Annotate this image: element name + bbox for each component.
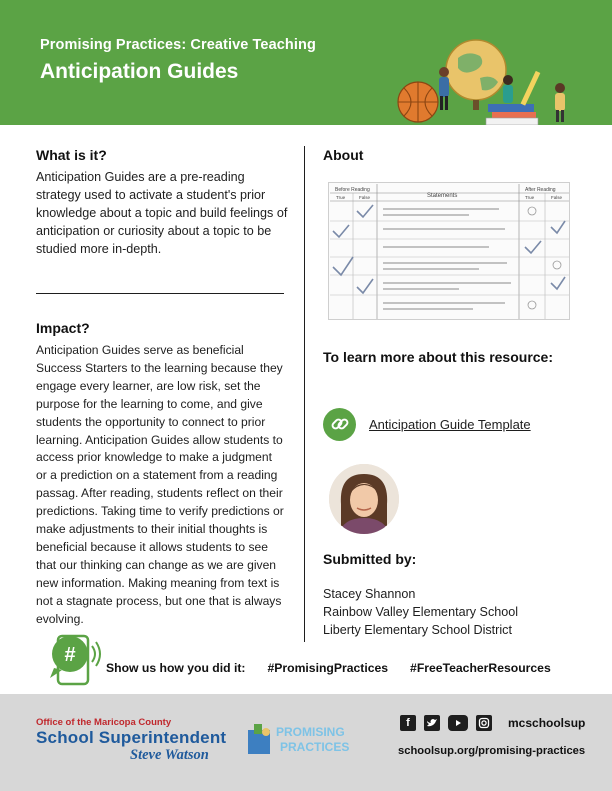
what-is-it-text: Anticipation Guides are a pre-reading strategy used to activate a student's prior knowledge about a topic and build feelings of anticipation or curiosity about a topic to be studied more in-depth.	[36, 170, 288, 256]
submitter-name: Stacey Shannon	[323, 587, 416, 601]
section-divider	[36, 293, 284, 294]
submitter-photo	[329, 464, 399, 534]
guide-statements-header: Statements	[427, 193, 458, 199]
header-banner	[0, 0, 612, 125]
guide-before-header: Before Reading	[335, 187, 370, 193]
impact-text: Anticipation Guides serve as beneficial Success Starters to the learning because they engage every learner, are low risk, set the purpose for the learning to come, and give students the opportunity to connect to prior learning. Anticipation Guides allow students to access prior knowledge to make a judgment or a prediction on a statement from a reading passag. After reading, students reflect on their predictions. Taking time to verify predictions or make adjustments to their initial thoughts is beneficial because it allows students to see that our thinking can change as we are given new information. Making meaning from text is not a stagnate process, but one that is always evolving.	[36, 343, 284, 626]
footer	[0, 694, 612, 791]
submitted-by-heading: Submitted by:	[323, 551, 417, 567]
submitter-school: Rainbow Valley Elementary School	[323, 605, 519, 619]
social-handle: mcschoolsup	[508, 716, 586, 730]
guide-true-label-after: True	[525, 195, 535, 200]
youtube-icon[interactable]	[448, 715, 468, 731]
hashtag-free-teacher-resources: #FreeTeacherResources	[410, 661, 551, 675]
office-line: Office of the Maricopa County	[36, 717, 172, 728]
about-heading: About	[323, 147, 364, 163]
superintendent-name: Steve Watson	[130, 747, 209, 763]
template-link-row[interactable]	[323, 407, 531, 441]
guide-false-label-after: False	[551, 195, 563, 200]
what-is-it-heading: What is it?	[36, 147, 107, 163]
share-row	[106, 661, 551, 675]
hashtag-promising-practices: #PromisingPractices	[267, 661, 389, 675]
anticipation-guide-sample-image	[328, 182, 570, 320]
pp-logo-line1: PROMISING	[276, 725, 345, 739]
anticipation-guide-template-link[interactable]: Anticipation Guide Template	[369, 416, 531, 432]
facebook-icon[interactable]: f	[400, 715, 416, 731]
page-title: Anticipation Guides	[40, 60, 239, 83]
column-divider	[304, 146, 305, 642]
social-links	[400, 715, 585, 731]
guide-false-label: False	[359, 195, 371, 200]
pp-logo-line2: PRACTICES	[280, 740, 350, 754]
twitter-icon[interactable]	[424, 715, 440, 731]
classroom-illustration	[388, 30, 588, 125]
website-link[interactable]: schoolsup.org/promising-practices	[398, 745, 586, 757]
submitter-district: Liberty Elementary School District	[323, 623, 512, 637]
learn-more-heading: To learn more about this resource:	[323, 349, 554, 365]
instagram-icon[interactable]	[476, 715, 492, 731]
guide-after-header: After Reading	[525, 187, 556, 193]
promising-practices-logo	[246, 720, 372, 760]
hashtag-phone-icon	[40, 630, 106, 686]
submitter-info	[323, 585, 583, 639]
svg-text:#: #	[64, 644, 76, 666]
superintendent-line: School Superintendent	[36, 728, 227, 747]
share-prompt: Show us how you did it:	[106, 661, 246, 675]
link-icon[interactable]	[323, 408, 356, 441]
guide-true-label: True	[336, 195, 346, 200]
impact-heading: Impact?	[36, 320, 90, 336]
header-subtitle: Promising Practices: Creative Teaching	[40, 37, 316, 53]
